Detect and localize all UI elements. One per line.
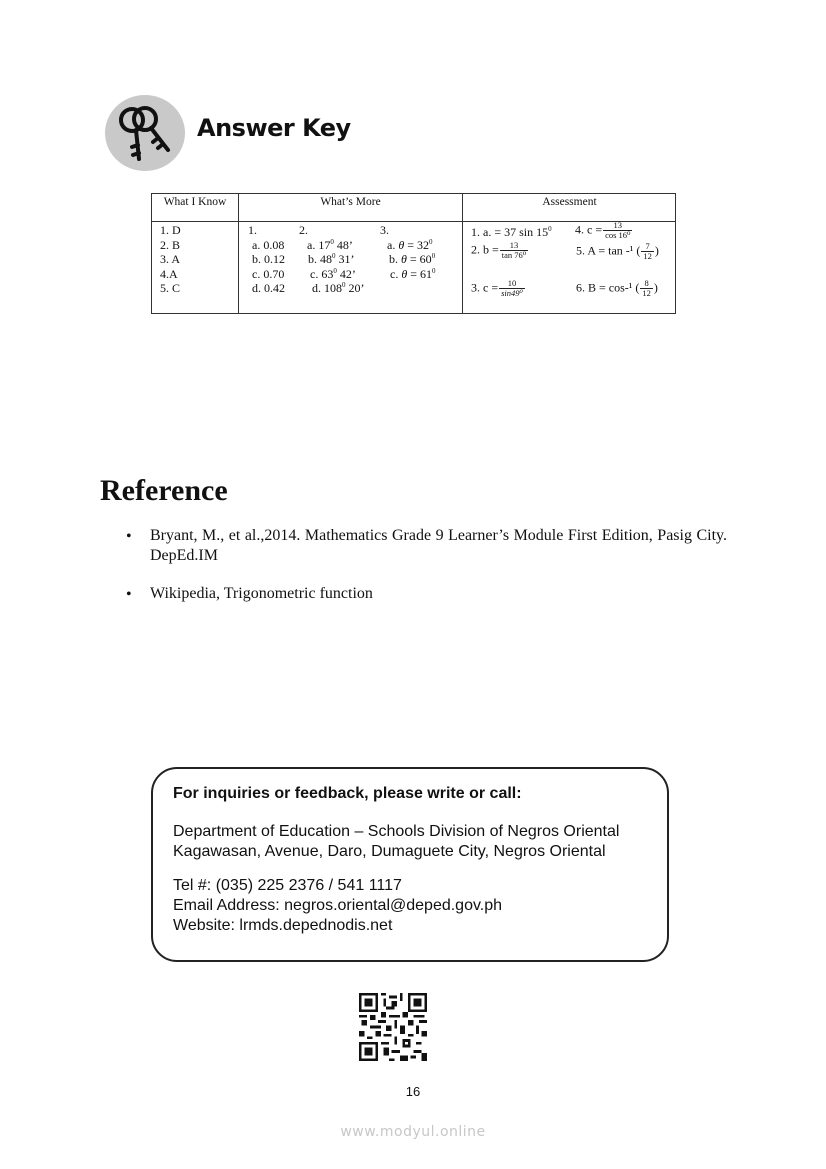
- reference-item: Wikipedia, Trigonometric function: [150, 585, 373, 602]
- col-label: 3.: [380, 223, 389, 237]
- telephone: Tel #: (035) 225 2376 / 541 1117: [173, 877, 402, 894]
- assessment-answer-5: 5. A = tan -¹ ( $\frac{7}{12}$ ): [576, 241, 659, 261]
- list-item: 3. A: [160, 252, 181, 266]
- col-label: 1.: [248, 223, 257, 237]
- list-item: 1. D: [160, 223, 181, 237]
- assessment-answer-3: 3. c = $\frac{10}{\text{sin49⁰}}$: [471, 278, 523, 298]
- keys-icon: [105, 95, 185, 171]
- header-assessment: Assessment: [542, 196, 597, 208]
- qr-code-icon: [359, 993, 427, 1061]
- answer-key-table: [151, 193, 676, 314]
- contact-heading: For inquiries or feedback, please write or call:: [173, 785, 522, 802]
- header-whats-more: What’s More: [320, 196, 381, 208]
- list-item: 2. B: [160, 237, 181, 252]
- whats-more-col-1: [248, 223, 285, 296]
- list-item: c. $\theta = 61^0$: [390, 266, 436, 281]
- page-title: Answer Key: [197, 114, 351, 142]
- list-item: 4.A: [160, 266, 178, 281]
- column-divider: [238, 194, 239, 313]
- contact-box: [151, 767, 669, 962]
- list-item: d. 0.42: [252, 281, 285, 295]
- assessment-answer-1: 1. a. = 37 $\sin 15^0$: [471, 225, 552, 239]
- reference-item: Bryant, M., et al.,2014. Mathematics Grade 9 Learner’s Module First Edition, Pasig City. DepEd.IM: [150, 527, 727, 564]
- assessment-answer-6: 6. B = cos-¹ ( $\frac{8}{12}$ ): [576, 278, 658, 298]
- reference-heading: Reference: [100, 474, 228, 507]
- watermark: www.modyul.online: [340, 1124, 486, 1140]
- whats-more-col-2: [299, 223, 365, 296]
- address-line: Kagawasan, Avenue, Daro, Dumaguete City, Negros Oriental: [173, 843, 606, 860]
- list-item: c. 0.70: [252, 266, 285, 281]
- list-item: a. 0.08: [252, 237, 285, 252]
- list-item: b. $\theta = 60^0$: [389, 252, 436, 266]
- bullet-icon: •: [126, 528, 132, 545]
- list-item: b. $48^0$ 31’: [308, 252, 355, 266]
- list-item: c. $63^0$ 42’: [310, 266, 356, 281]
- list-item: a. $17^0$ 48’: [307, 237, 353, 252]
- column-divider: [462, 194, 463, 313]
- page-number: 16: [405, 1084, 421, 1099]
- address-line: Department of Education – Schools Division of Negros Oriental: [173, 823, 620, 840]
- assessment-answer-4: 4. c = $\frac{13}{\text{cos 16⁰}}$: [575, 220, 631, 240]
- list-item: 5. C: [160, 281, 181, 295]
- list-item: d. $108^0$ 20’: [312, 281, 365, 295]
- what-i-know-answers: [160, 223, 181, 296]
- assessment-answer-2: 2. b = $\frac{13}{\text{tan 76⁰}}$: [471, 240, 527, 260]
- bullet-icon: •: [126, 586, 132, 603]
- email-address: Email Address: negros.oriental@deped.gov.ph: [173, 897, 503, 914]
- website: Website: lrmds.depednodis.net: [173, 917, 393, 934]
- list-item: b. 0.12: [252, 252, 285, 266]
- col-label: 2.: [299, 223, 308, 237]
- list-item: a. $\theta = 32^0$: [387, 237, 433, 252]
- header-what-i-know: What I Know: [163, 196, 227, 208]
- whats-more-col-3: [380, 223, 436, 281]
